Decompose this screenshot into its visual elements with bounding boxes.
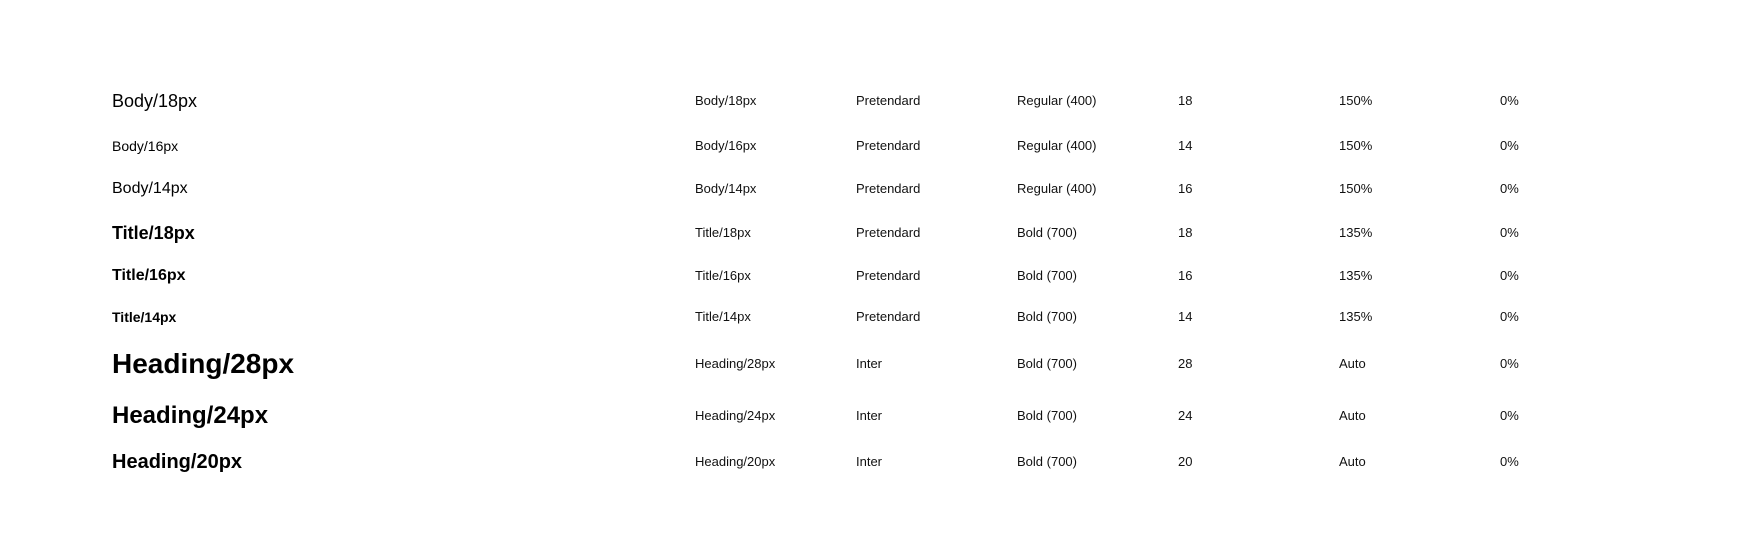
font-family-value: Pretendard	[856, 138, 921, 153]
font-size-value: 28	[1178, 356, 1193, 371]
font-size-value: 18	[1178, 93, 1193, 108]
style-sample: Heading/20px	[112, 451, 243, 473]
font-weight-value: Regular (400)	[1017, 181, 1097, 196]
letter-spacing-value: 0%	[1500, 225, 1519, 240]
line-height-value: Auto	[1339, 454, 1366, 469]
font-weight-value: Regular (400)	[1017, 93, 1097, 108]
font-family-value: Pretendard	[856, 181, 921, 196]
style-name: Title/16px	[695, 268, 751, 283]
font-family-value: Pretendard	[856, 225, 921, 240]
letter-spacing-value: 0%	[1500, 356, 1519, 371]
font-weight-value: Bold (700)	[1017, 309, 1077, 324]
style-name: Title/14px	[695, 309, 751, 324]
style-sample: Heading/28px	[112, 348, 295, 379]
table-row	[0, 442, 1743, 482]
style-sample: Body/18px	[112, 91, 198, 111]
font-family-value: Inter	[856, 356, 883, 371]
font-family-value: Pretendard	[856, 93, 921, 108]
style-sample: Title/14px	[112, 309, 177, 325]
letter-spacing-value: 0%	[1500, 138, 1519, 153]
font-family-value: Inter	[856, 454, 883, 469]
font-weight-value: Bold (700)	[1017, 408, 1077, 423]
font-size-value: 14	[1178, 309, 1193, 324]
line-height-value: Auto	[1339, 356, 1366, 371]
line-height-value: 135%	[1339, 225, 1373, 240]
style-name: Body/14px	[695, 181, 757, 196]
style-name: Body/16px	[695, 138, 757, 153]
letter-spacing-value: 0%	[1500, 181, 1519, 196]
table-row	[0, 344, 1743, 384]
font-weight-value: Bold (700)	[1017, 454, 1077, 469]
letter-spacing-value: 0%	[1500, 408, 1519, 423]
line-height-value: 135%	[1339, 268, 1373, 283]
line-height-value: 150%	[1339, 93, 1373, 108]
line-height-value: 150%	[1339, 181, 1373, 196]
style-sample: Body/16px	[112, 138, 179, 154]
letter-spacing-value: 0%	[1500, 93, 1519, 108]
style-sample: Title/16px	[112, 267, 186, 284]
table-row	[0, 396, 1743, 436]
table-row	[0, 213, 1743, 253]
table-row	[0, 81, 1743, 121]
style-sample: Body/14px	[112, 180, 188, 197]
line-height-value: Auto	[1339, 408, 1366, 423]
font-weight-value: Bold (700)	[1017, 356, 1077, 371]
font-size-value: 14	[1178, 138, 1193, 153]
letter-spacing-value: 0%	[1500, 309, 1519, 324]
font-size-value: 16	[1178, 268, 1193, 283]
line-height-value: 150%	[1339, 138, 1373, 153]
style-name: Body/18px	[695, 93, 757, 108]
table-row	[0, 126, 1743, 166]
style-name: Heading/24px	[695, 408, 776, 423]
font-weight-value: Bold (700)	[1017, 225, 1077, 240]
table-row	[0, 256, 1743, 296]
style-name: Heading/28px	[695, 356, 776, 371]
line-height-value: 135%	[1339, 309, 1373, 324]
table-row	[0, 297, 1743, 337]
style-name: Heading/20px	[695, 454, 776, 469]
font-size-value: 18	[1178, 225, 1193, 240]
font-size-value: 20	[1178, 454, 1193, 469]
font-size-value: 24	[1178, 408, 1193, 423]
font-family-value: Pretendard	[856, 268, 921, 283]
style-sample: Heading/24px	[112, 402, 269, 429]
table-row	[0, 169, 1743, 209]
font-family-value: Pretendard	[856, 309, 921, 324]
letter-spacing-value: 0%	[1500, 268, 1519, 283]
style-sample: Title/18px	[112, 223, 195, 243]
style-name: Title/18px	[695, 225, 751, 240]
font-size-value: 16	[1178, 181, 1193, 196]
font-weight-value: Bold (700)	[1017, 268, 1077, 283]
font-family-value: Inter	[856, 408, 883, 423]
letter-spacing-value: 0%	[1500, 454, 1519, 469]
font-weight-value: Regular (400)	[1017, 138, 1097, 153]
